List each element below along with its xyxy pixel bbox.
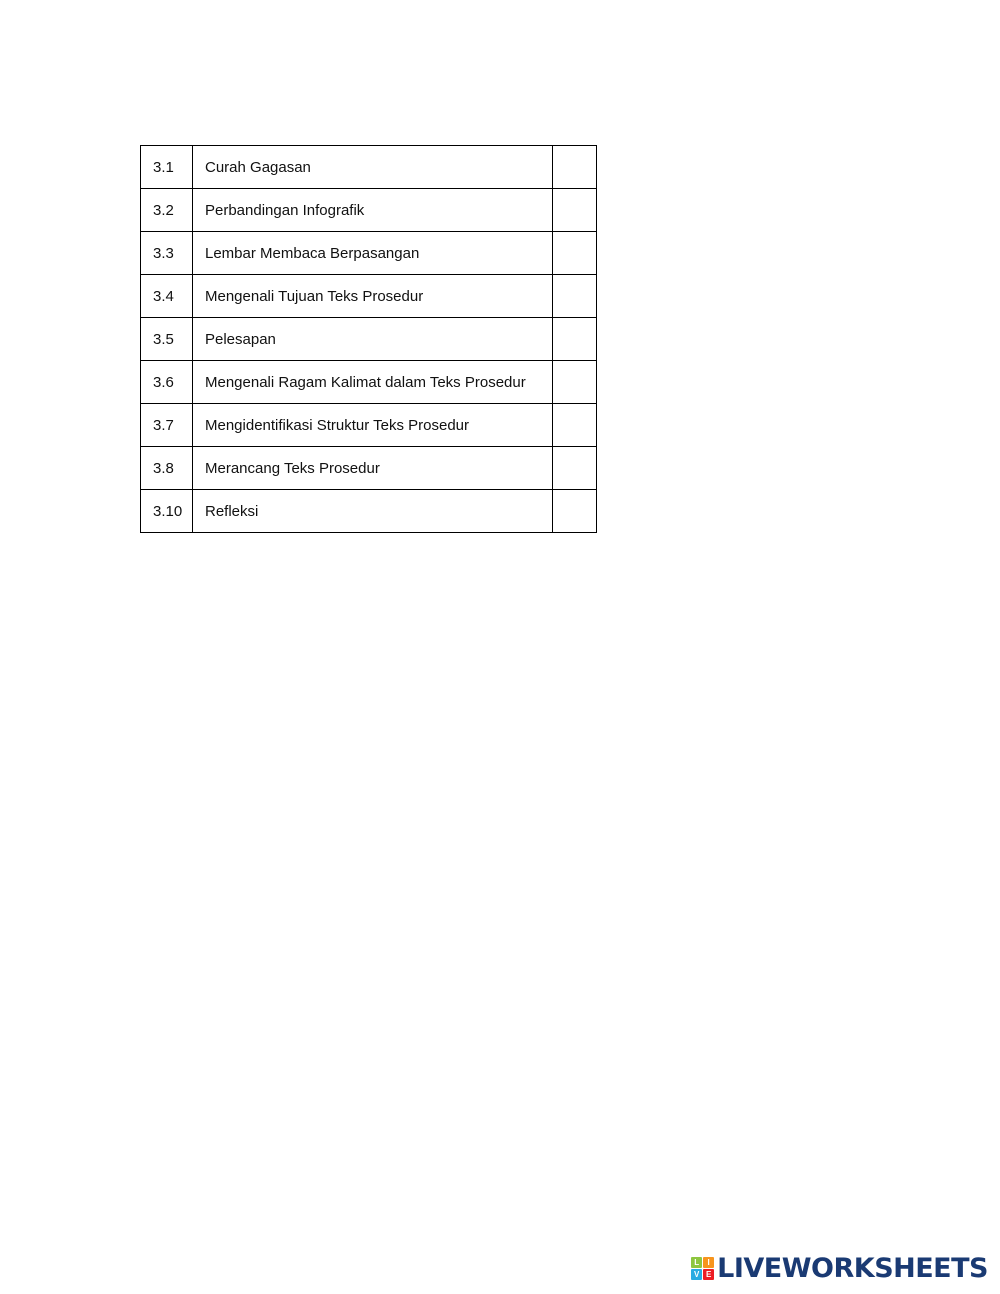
activity-title: Curah Gagasan — [193, 146, 553, 189]
activity-title: Perbandingan Infografik — [193, 189, 553, 232]
activity-number: 3.5 — [141, 318, 193, 361]
check-cell[interactable] — [553, 447, 597, 490]
table-row — [141, 318, 597, 361]
logo-tiles-icon — [691, 1257, 714, 1280]
check-cell[interactable] — [553, 189, 597, 232]
activity-number: 3.2 — [141, 189, 193, 232]
activity-title: Lembar Membaca Berpasangan — [193, 232, 553, 275]
logo-tile: E — [703, 1269, 714, 1280]
activity-title: Mengenali Ragam Kalimat dalam Teks Prosedur — [193, 361, 553, 404]
check-cell[interactable] — [553, 146, 597, 189]
logo-tile: L — [691, 1257, 702, 1268]
activity-title: Pelesapan — [193, 318, 553, 361]
activity-table — [140, 145, 597, 533]
table-row — [141, 447, 597, 490]
logo-tile: I — [703, 1257, 714, 1268]
table-row — [141, 146, 597, 189]
activity-title: Mengidentifikasi Struktur Teks Prosedur — [193, 404, 553, 447]
check-cell[interactable] — [553, 232, 597, 275]
table-row — [141, 361, 597, 404]
table-row — [141, 275, 597, 318]
activity-number: 3.8 — [141, 447, 193, 490]
table-row — [141, 189, 597, 232]
activity-title: Mengenali Tujuan Teks Prosedur — [193, 275, 553, 318]
check-cell[interactable] — [553, 318, 597, 361]
check-cell[interactable] — [553, 490, 597, 533]
check-cell[interactable] — [553, 275, 597, 318]
activity-number: 3.4 — [141, 275, 193, 318]
table-row — [141, 404, 597, 447]
check-cell[interactable] — [553, 404, 597, 447]
activity-number: 3.3 — [141, 232, 193, 275]
liveworksheets-logo[interactable] — [691, 1253, 988, 1284]
check-cell[interactable] — [553, 361, 597, 404]
activity-number: 3.1 — [141, 146, 193, 189]
logo-text: LIVEWORKSHEETS — [717, 1253, 988, 1284]
table-row — [141, 490, 597, 533]
table-row — [141, 232, 597, 275]
activity-title: Refleksi — [193, 490, 553, 533]
activity-number: 3.7 — [141, 404, 193, 447]
activity-number: 3.6 — [141, 361, 193, 404]
logo-tile: V — [691, 1269, 702, 1280]
activity-number: 3.10 — [141, 490, 193, 533]
activity-title: Merancang Teks Prosedur — [193, 447, 553, 490]
